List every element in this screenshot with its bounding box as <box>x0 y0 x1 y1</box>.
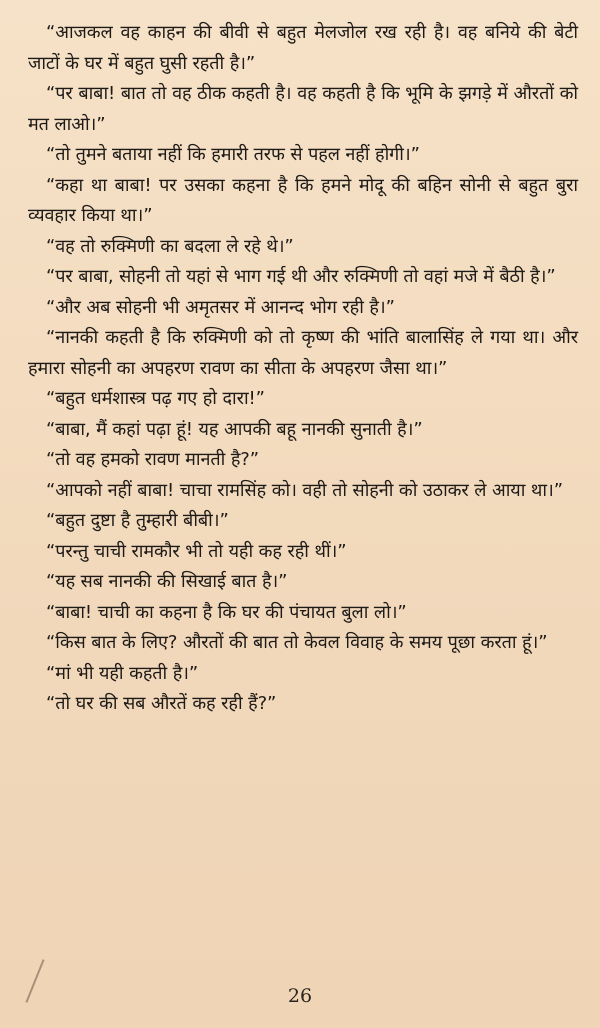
dialogue-paragraph: “पर बाबा, सोहनी तो यहां से भाग गई थी और रुक्मिणी तो वहां मजे में बैठी है।” <box>46 266 556 287</box>
dialogue-paragraph: “वह तो रुक्मिणी का बदला ले रहे थे।” <box>46 235 294 257</box>
dialogue-paragraph: “पर बाबा! बात तो वह ठीक कहती है। वह कहती है कि भूमि के झगड़े में औरतों को मत लाओ।” <box>28 83 578 135</box>
body-text <box>0 18 600 720</box>
dialogue-paragraph: “तो तुमने बताया नहीं कि हमारी तरफ से पहल नहीं होगी।” <box>46 144 420 165</box>
dialogue-paragraph: “बहुत धर्मशास्त्र पढ़ गए हो दारा!” <box>46 388 265 409</box>
dialogue-paragraph: “मां भी यही कहती है।” <box>46 662 199 684</box>
dialogue-paragraph: “किस बात के लिए? औरतों की बात तो केवल विवाह के समय पूछा करता हूं।” <box>46 632 548 653</box>
dialogue-paragraph: “यह सब नानकी की सिखाई बात है।” <box>46 571 288 592</box>
page-number: 26 <box>287 985 313 1007</box>
dialogue-paragraph: “बाबा, मैं कहां पढ़ा हूं! यह आपकी बहू नानकी सुनाती है।” <box>46 418 423 440</box>
dialogue-paragraph: “तो वह हमको रावण मानती है?” <box>46 449 259 470</box>
dialogue-paragraph: “आजकल वह काहन की बीवी से बहुत मेलजोल रख रही है। वह बनिये की बेटी जाटों के घर में बहुत घुसी रहती है।” <box>28 22 578 74</box>
dialogue-paragraph: “तो घर की सब औरतें कह रही हैं?” <box>46 693 277 714</box>
dialogue-paragraph: “और अब सोहनी भी अमृतसर में आनन्द भोग रही है।” <box>46 296 395 318</box>
dialogue-paragraph: “बहुत दुष्टा है तुम्हारी बीबी।” <box>46 510 229 531</box>
dialogue-paragraph: “नानकी कहती है कि रुक्मिणी को तो कृष्ण की भांति बालासिंह ले गया था। और हमारा सोहनी का अपहरण रावण का सीता के अपहरण जैसा था।” <box>28 327 578 379</box>
dialogue-paragraph: “कहा था बाबा! पर उसका कहना है कि हमने मोदू की बहिन सोनी से बहुत बुरा व्यवहार किया था।” <box>28 174 578 226</box>
dialogue-paragraph: “आपको नहीं बाबा! चाचा रामसिंह को। वही तो सोहनी को उठाकर ले आया था।” <box>46 479 563 501</box>
dialogue-paragraph: “परन्तु चाची रामकौर भी तो यही कह रही थीं।” <box>46 540 347 562</box>
dialogue-paragraph: “बाबा! चाची का कहना है कि घर की पंचायत बुला लो।” <box>46 601 407 623</box>
